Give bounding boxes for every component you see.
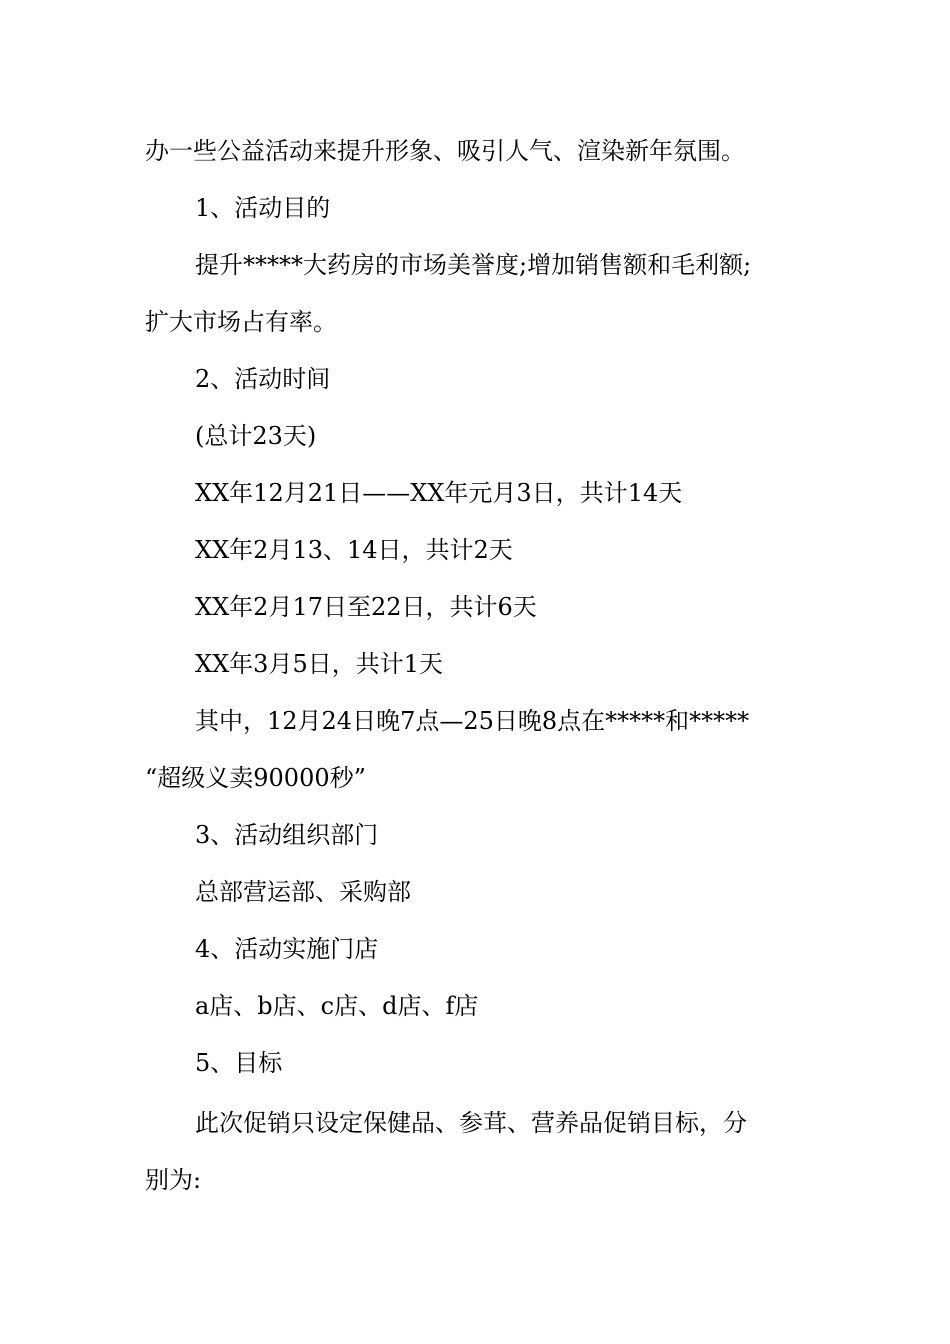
paragraph-line: 此次促销只设定保健品、参茸、营养品促销目标，分 [195, 1109, 747, 1137]
paragraph-line: 总部营运部、采购部 [195, 878, 411, 906]
paragraph-line: XX年3月5日，共计1天 [195, 650, 443, 678]
paragraph-line: 提升*****大药房的市场美誉度;增加销售额和毛利额; [195, 251, 752, 279]
paragraph-line: 办一些公益活动来提升形象、吸引人气、渲染新年氛围。 [145, 137, 745, 165]
section-heading-activity-purpose: 1、活动目的 [195, 194, 331, 222]
paragraph-line: (总计23天) [195, 422, 317, 450]
section-heading-activity-time: 2、活动时间 [195, 365, 331, 393]
section-heading-implementing-stores: 4、活动实施门店 [195, 935, 379, 963]
paragraph-line: XX年12月21日——XX年元月3日，共计14天 [195, 479, 683, 507]
paragraph-line: XX年2月13、14日，共计2天 [195, 536, 513, 564]
paragraph-line: XX年2月17日至22日，共计6天 [195, 593, 537, 621]
paragraph-line: 扩大市场占有率。 [145, 308, 337, 336]
section-heading-organizing-department: 3、活动组织部门 [195, 821, 379, 849]
section-heading-targets: 5、目标 [195, 1049, 283, 1077]
paragraph-line: 其中，12月24日晚7点—25日晚8点在*****和***** [195, 707, 750, 735]
paragraph-line: 别为: [145, 1166, 202, 1194]
paragraph-line: a店、b店、c店、d店、f店 [195, 992, 479, 1020]
paragraph-line: “超级义卖90000秒” [145, 764, 366, 792]
